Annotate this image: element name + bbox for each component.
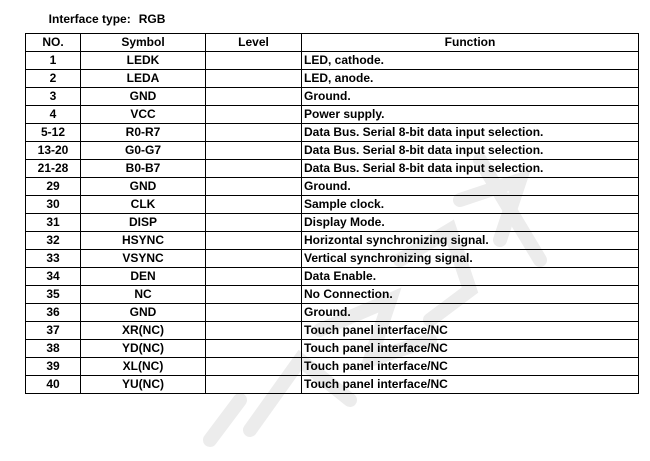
cell-no: 30 xyxy=(26,196,81,214)
table-row xyxy=(26,88,639,106)
cell-function: Ground. xyxy=(302,88,639,106)
cell-function: LED, anode. xyxy=(302,70,639,88)
cell-function: Data Enable. xyxy=(302,268,639,286)
cell-no: 4 xyxy=(26,106,81,124)
cell-no: 35 xyxy=(26,286,81,304)
cell-symbol: NC xyxy=(81,286,206,304)
cell-no: 32 xyxy=(26,232,81,250)
table-row xyxy=(26,160,639,178)
cell-function: Data Bus. Serial 8-bit data input selection. xyxy=(302,142,639,160)
table-row xyxy=(26,142,639,160)
table-row xyxy=(26,304,639,322)
column-header-no: NO. xyxy=(26,34,81,52)
table-body xyxy=(26,52,639,394)
cell-level xyxy=(206,178,302,196)
cell-no: 2 xyxy=(26,70,81,88)
interface-type-value: RGB xyxy=(138,12,166,26)
table-row xyxy=(26,250,639,268)
cell-level xyxy=(206,340,302,358)
table-row xyxy=(26,268,639,286)
table-row xyxy=(26,340,639,358)
pin-definition-table xyxy=(25,33,639,394)
cell-level xyxy=(206,250,302,268)
cell-function: Data Bus. Serial 8-bit data input selection. xyxy=(302,160,639,178)
cell-level xyxy=(206,88,302,106)
cell-no: 13-20 xyxy=(26,142,81,160)
cell-no: 1 xyxy=(26,52,81,70)
cell-symbol: GND xyxy=(81,178,206,196)
table-row xyxy=(26,196,639,214)
cell-level xyxy=(206,232,302,250)
cell-symbol: VSYNC xyxy=(81,250,206,268)
cell-symbol: LEDA xyxy=(81,70,206,88)
cell-level xyxy=(206,160,302,178)
cell-no: 36 xyxy=(26,304,81,322)
cell-no: 38 xyxy=(26,340,81,358)
table-row xyxy=(26,232,639,250)
cell-no: 21-28 xyxy=(26,160,81,178)
cell-symbol: GND xyxy=(81,304,206,322)
table-row xyxy=(26,286,639,304)
cell-no: 34 xyxy=(26,268,81,286)
column-header-symbol: Symbol xyxy=(81,34,206,52)
interface-type-label: Interface type: xyxy=(48,12,131,26)
cell-symbol: DEN xyxy=(81,268,206,286)
cell-level xyxy=(206,196,302,214)
cell-function: Horizontal synchronizing signal. xyxy=(302,232,639,250)
cell-no: 29 xyxy=(26,178,81,196)
cell-symbol: R0-R7 xyxy=(81,124,206,142)
cell-level xyxy=(206,304,302,322)
cell-no: 40 xyxy=(26,376,81,394)
table-row xyxy=(26,124,639,142)
cell-symbol: XL(NC) xyxy=(81,358,206,376)
cell-level xyxy=(206,376,302,394)
cell-symbol: B0-B7 xyxy=(81,160,206,178)
cell-no: 31 xyxy=(26,214,81,232)
cell-function: Ground. xyxy=(302,178,639,196)
table-row xyxy=(26,214,639,232)
cell-symbol: CLK xyxy=(81,196,206,214)
cell-symbol: YU(NC) xyxy=(81,376,206,394)
column-header-level: Level xyxy=(206,34,302,52)
cell-no: 3 xyxy=(26,88,81,106)
table-row xyxy=(26,52,639,70)
cell-symbol: HSYNC xyxy=(81,232,206,250)
cell-no: 5-12 xyxy=(26,124,81,142)
cell-level xyxy=(206,124,302,142)
cell-function: LED, cathode. xyxy=(302,52,639,70)
cell-function: Data Bus. Serial 8-bit data input selection. xyxy=(302,124,639,142)
interface-type-heading xyxy=(42,0,165,26)
cell-function: Touch panel interface/NC xyxy=(302,358,639,376)
cell-level xyxy=(206,142,302,160)
table-row xyxy=(26,358,639,376)
cell-function: Display Mode. xyxy=(302,214,639,232)
column-header-function: Function xyxy=(302,34,639,52)
cell-no: 37 xyxy=(26,322,81,340)
table-row xyxy=(26,178,639,196)
cell-level xyxy=(206,268,302,286)
table-row xyxy=(26,70,639,88)
cell-function: Touch panel interface/NC xyxy=(302,340,639,358)
cell-symbol: DISP xyxy=(81,214,206,232)
cell-symbol: YD(NC) xyxy=(81,340,206,358)
cell-level xyxy=(206,214,302,232)
cell-no: 39 xyxy=(26,358,81,376)
cell-function: Vertical synchronizing signal. xyxy=(302,250,639,268)
cell-symbol: LEDK xyxy=(81,52,206,70)
cell-symbol: G0-G7 xyxy=(81,142,206,160)
cell-function: Ground. xyxy=(302,304,639,322)
table-header-row xyxy=(26,34,639,52)
cell-function: No Connection. xyxy=(302,286,639,304)
cell-function: Sample clock. xyxy=(302,196,639,214)
table-row xyxy=(26,106,639,124)
cell-level xyxy=(206,358,302,376)
cell-no: 33 xyxy=(26,250,81,268)
cell-symbol: XR(NC) xyxy=(81,322,206,340)
table-row xyxy=(26,322,639,340)
cell-level xyxy=(206,106,302,124)
cell-level xyxy=(206,70,302,88)
cell-symbol: VCC xyxy=(81,106,206,124)
table-row xyxy=(26,376,639,394)
cell-level xyxy=(206,322,302,340)
cell-function: Touch panel interface/NC xyxy=(302,376,639,394)
cell-level xyxy=(206,52,302,70)
cell-function: Power supply. xyxy=(302,106,639,124)
cell-symbol: GND xyxy=(81,88,206,106)
cell-function: Touch panel interface/NC xyxy=(302,322,639,340)
cell-level xyxy=(206,286,302,304)
